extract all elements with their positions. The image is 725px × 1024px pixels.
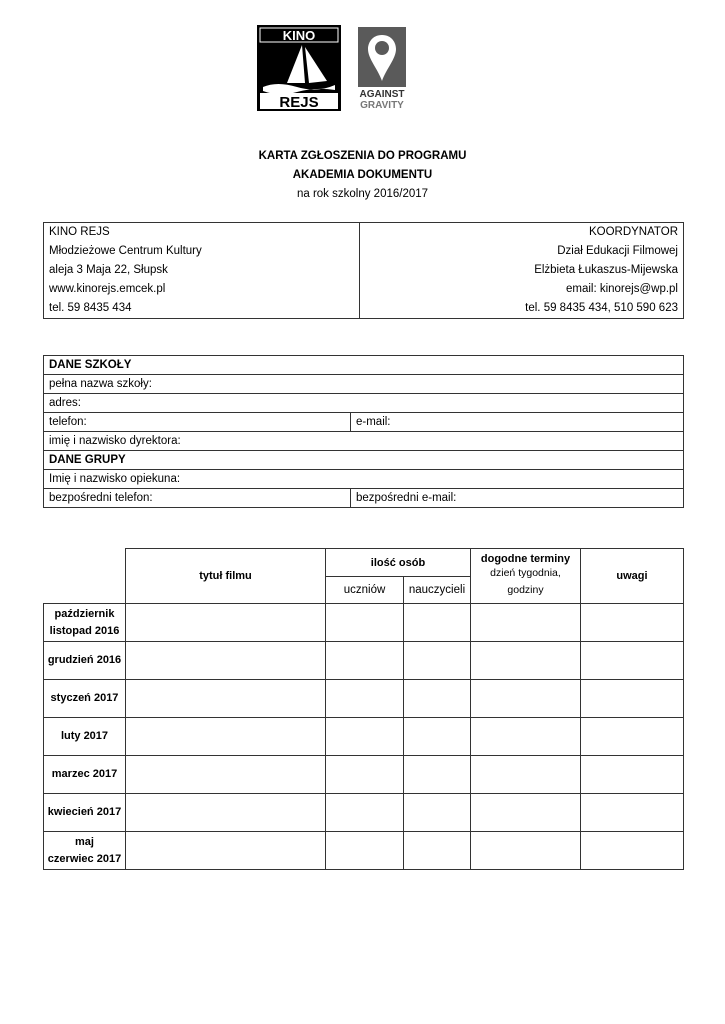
cinema-address: aleja 3 Maja 22, Słupsk <box>49 264 168 276</box>
gravity-text: GRAVITY <box>360 100 404 111</box>
rejs-logo-text: REJS <box>279 94 319 111</box>
notes-cell[interactable] <box>581 756 684 794</box>
header-logos <box>257 25 407 113</box>
notes-cell[interactable] <box>581 832 684 870</box>
group-section-heading: DANE GRUPY <box>44 451 684 470</box>
table-row <box>44 604 684 642</box>
cinema-phone: tel. 59 8435 434 <box>49 302 132 314</box>
terms-cell[interactable] <box>471 642 581 680</box>
table-row <box>44 832 684 870</box>
schedule-table <box>43 548 684 870</box>
against-text: AGAINST <box>359 89 405 100</box>
film-title-header: tytuł filmu <box>126 549 326 604</box>
school-data-table <box>43 355 684 508</box>
cinema-institution: Młodzieżowe Centrum Kultury <box>49 245 202 257</box>
terms-sub-2: godziny <box>507 584 544 596</box>
month-line-1: kwiecień 2017 <box>47 806 122 818</box>
title-line-2: AKADEMIA DOKUMENTU <box>292 169 433 181</box>
direct-phone-field[interactable]: bezpośredni telefon: <box>44 489 351 508</box>
notes-cell[interactable] <box>581 604 684 642</box>
against-gravity-logo <box>358 27 406 111</box>
notes-cell[interactable] <box>581 680 684 718</box>
terms-cell[interactable] <box>471 604 581 642</box>
table-row <box>44 680 684 718</box>
month-line-1: styczeń 2017 <box>50 692 119 704</box>
school-full-name-field[interactable]: pełna nazwa szkoły: <box>44 375 684 394</box>
film-title-cell[interactable] <box>126 680 326 718</box>
month-label <box>44 642 126 680</box>
film-title-cell[interactable] <box>126 642 326 680</box>
director-name-field[interactable]: imię i nazwisko dyrektora: <box>44 432 684 451</box>
students-cell[interactable] <box>326 756 404 794</box>
coordinator-phone: tel. 59 8435 434, 510 590 623 <box>525 302 678 314</box>
direct-email-field[interactable]: bezpośredni e-mail: <box>351 489 684 508</box>
form-title <box>0 147 725 204</box>
table-row <box>44 642 684 680</box>
notes-cell[interactable] <box>581 794 684 832</box>
guardian-name-field[interactable]: Imię i nazwisko opiekuna: <box>44 470 684 489</box>
month-line-1: grudzień 2016 <box>47 654 122 666</box>
table-row <box>44 718 684 756</box>
coordinator-contact <box>360 223 684 319</box>
students-cell[interactable] <box>326 718 404 756</box>
school-section-heading: DANE SZKOŁY <box>44 356 684 375</box>
film-title-cell[interactable] <box>126 604 326 642</box>
teachers-cell[interactable] <box>404 680 471 718</box>
month-label <box>44 756 126 794</box>
month-label <box>44 604 126 642</box>
students-cell[interactable] <box>326 642 404 680</box>
notes-header: uwagi <box>581 549 684 604</box>
students-cell[interactable] <box>326 680 404 718</box>
teachers-cell[interactable] <box>404 604 471 642</box>
cinema-name: KINO REJS <box>49 226 110 238</box>
month-line-1: maj <box>75 835 94 848</box>
month-line-1: październik <box>54 607 115 620</box>
teachers-cell[interactable] <box>404 832 471 870</box>
terms-header <box>471 549 581 604</box>
students-cell[interactable] <box>326 604 404 642</box>
teachers-cell[interactable] <box>404 718 471 756</box>
students-cell[interactable] <box>326 832 404 870</box>
month-label <box>44 718 126 756</box>
film-title-cell[interactable] <box>126 718 326 756</box>
school-address-field[interactable]: adres: <box>44 394 684 413</box>
film-title-cell[interactable] <box>126 794 326 832</box>
coordinator-department: Dział Edukacji Filmowej <box>557 245 678 257</box>
students-header: uczniów <box>326 577 404 604</box>
month-label <box>44 680 126 718</box>
month-line-1: marzec 2017 <box>51 768 118 780</box>
contact-table <box>43 222 684 319</box>
table-row <box>44 756 684 794</box>
teachers-cell[interactable] <box>404 756 471 794</box>
terms-cell[interactable] <box>471 756 581 794</box>
terms-sub-1: dzień tygodnia, <box>490 567 561 579</box>
people-count-header: ilość osób <box>326 549 471 577</box>
coordinator-email: email: kinorejs@wp.pl <box>565 283 678 295</box>
school-phone-field[interactable]: telefon: <box>44 413 351 432</box>
title-line-3: na rok szkolny 2016/2017 <box>296 188 429 200</box>
cinema-website: www.kinorejs.emcek.pl <box>49 283 166 295</box>
header-corner <box>44 549 126 604</box>
kino-rejs-logo <box>257 25 341 111</box>
terms-title: dogodne terminy <box>480 553 571 565</box>
terms-cell[interactable] <box>471 718 581 756</box>
school-email-field[interactable]: e-mail: <box>351 413 684 432</box>
students-cell[interactable] <box>326 794 404 832</box>
month-line-1: luty 2017 <box>60 730 109 742</box>
terms-cell[interactable] <box>471 680 581 718</box>
film-title-cell[interactable] <box>126 832 326 870</box>
table-row <box>44 794 684 832</box>
terms-cell[interactable] <box>471 794 581 832</box>
teachers-cell[interactable] <box>404 794 471 832</box>
teachers-header: nauczycieli <box>404 577 471 604</box>
month-line-2: listopad 2016 <box>49 624 120 637</box>
teachers-cell[interactable] <box>404 642 471 680</box>
month-label <box>44 794 126 832</box>
notes-cell[interactable] <box>581 642 684 680</box>
kino-logo-text: KINO <box>282 28 316 43</box>
notes-cell[interactable] <box>581 718 684 756</box>
month-label <box>44 832 126 870</box>
terms-cell[interactable] <box>471 832 581 870</box>
coordinator-heading: KOORDYNATOR <box>588 226 678 238</box>
title-line-1: KARTA ZGŁOSZENIA DO PROGRAMU <box>258 150 467 162</box>
month-line-2: czerwiec 2017 <box>47 852 122 865</box>
cinema-contact <box>44 223 360 319</box>
film-title-cell[interactable] <box>126 756 326 794</box>
coordinator-name: Elżbieta Łukaszus-Mijewska <box>534 264 678 276</box>
